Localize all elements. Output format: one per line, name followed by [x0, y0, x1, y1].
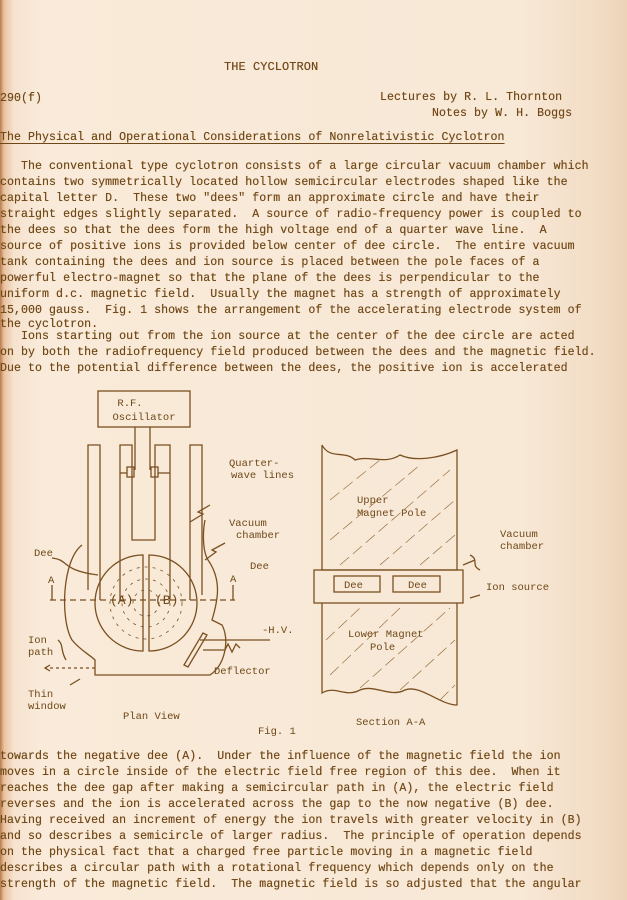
- section-title: The Physical and Operational Considerations of Nonrelativistic Cyclotron: [0, 131, 505, 144]
- label-window: window: [28, 701, 66, 713]
- figure-caption: Fig. 1: [258, 726, 296, 738]
- author-lecturer: Lectures by R. L. Thornton: [380, 91, 563, 104]
- lower-magnet-pole: [322, 603, 457, 705]
- label-dee-right: Dee: [250, 561, 269, 573]
- paragraph-line: and so describes a semicircle of larger radius. The principle of operation depends: [0, 830, 582, 843]
- label-thin: Thin: [28, 689, 54, 701]
- label-section-dee-2: Dee: [408, 580, 427, 592]
- quarter-wave-line-right-outer: [190, 445, 202, 600]
- label-oscillator: Oscillator: [112, 412, 176, 424]
- label-magnet-pole: Magnet Pole: [357, 508, 427, 520]
- label-quarter: Quarter-: [229, 458, 280, 470]
- leader-vacuum: [205, 543, 225, 560]
- paragraph-line: capital letter D. These two "dees" form an approximate circle and have their: [0, 192, 540, 205]
- author-notes: Notes by W. H. Boggs: [432, 107, 573, 120]
- label-vacuum: Vacuum: [229, 518, 267, 530]
- paragraph-line: describes a circular path with a rotational frequency which depends only on the: [0, 862, 554, 875]
- label-dee-a: (A): [110, 593, 134, 608]
- paragraph-line: source of positive ions is provided below center of dee circle. The entire vacuum: [0, 240, 575, 253]
- paragraph-line: The conventional type cyclotron consists of a large circular vacuum chamber which: [0, 160, 589, 173]
- label-deflector: Deflector: [214, 666, 271, 678]
- paragraph-line: towards the negative dee (A). Under the influence of the magnetic field the ion: [0, 750, 561, 763]
- paragraph-line: on the physical fact that a charged free particle moving in a magnetic field: [0, 846, 533, 859]
- label-chamber: chamber: [236, 530, 281, 542]
- paragraph-line: moves in a circle inside of the electric field free region of this dee. When it: [0, 766, 561, 779]
- paragraph-line: the cyclotron.: [0, 318, 99, 331]
- label-ion-source: Ion source: [486, 582, 550, 594]
- label-section-dee-1: Dee: [344, 580, 363, 592]
- paragraph-line: tank containing the dees and ion source is placed between the pole faces of a: [0, 256, 540, 269]
- paragraph-line: contains two symmetrically located hollow semicircular electrodes shaped like the: [0, 176, 568, 189]
- leader-quarter-wave: [190, 505, 210, 522]
- label-section-vacuum: Vacuum: [500, 529, 538, 541]
- label-a-left: A: [48, 575, 55, 587]
- paragraph-line: on by both the radiofrequency field produced between the dees and the magnetic field.: [0, 346, 596, 359]
- paragraph-line: Due to the potential difference between the dees, the positive ion is accelerated: [0, 362, 568, 375]
- label-section-chamber: chamber: [500, 541, 545, 553]
- paragraph-line: reverses and the ion is accelerated across the gap to the now negative (B) dee.: [0, 798, 554, 811]
- quarter-wave-line-left-outer: [88, 445, 100, 600]
- page-code: 290(f): [0, 92, 43, 105]
- paragraph-line: Ions starting out from the ion source at the center of the dee circle are acted: [0, 330, 575, 343]
- label-rf: R.F.: [117, 398, 143, 410]
- paragraph-line: powerful electro-magnet so that the plane of the dees is perpendicular to the: [0, 272, 540, 285]
- paragraph-line: reaches the dee gap after making a semicircular path in (A), the electric field: [0, 782, 554, 795]
- label-wave-lines: wave lines: [231, 470, 295, 482]
- label-upper: Upper: [357, 495, 389, 507]
- paragraph-line: 15,000 gauss. Fig. 1 shows the arrangement of the accelerating electrode system of: [0, 304, 582, 317]
- label-dee-b: (B): [155, 593, 179, 608]
- section-view-title: Section A-A: [356, 717, 426, 729]
- paragraph-line: strength of the magnetic field. The magnetic field is so adjusted that the angular: [0, 878, 582, 891]
- label-hv: -H.V.: [262, 625, 294, 637]
- paragraph-line: the dees so that the dees form the high voltage end of a quarter wave line. A: [0, 224, 547, 237]
- paragraph-line: uniform d.c. magnetic field. Usually the magnet has a strength of approximately: [0, 288, 561, 301]
- label-ion: Ion: [28, 635, 47, 647]
- label-pole: Pole: [370, 642, 396, 654]
- leader-dee: [52, 558, 98, 575]
- label-lower-magnet: Lower Magnet: [348, 629, 424, 641]
- paragraph-line: Having received an increment of energy the ion travels with greater velocity in (B): [0, 814, 582, 827]
- label-dee-left: Dee: [34, 548, 53, 560]
- plan-view-title: Plan View: [123, 711, 180, 723]
- paragraph-line: straight edges slightly separated. A source of radio-frequency power is coupled to: [0, 208, 582, 221]
- label-a-right: A: [230, 574, 237, 586]
- label-path: path: [28, 647, 54, 659]
- document-title: THE CYCLOTRON: [224, 60, 319, 74]
